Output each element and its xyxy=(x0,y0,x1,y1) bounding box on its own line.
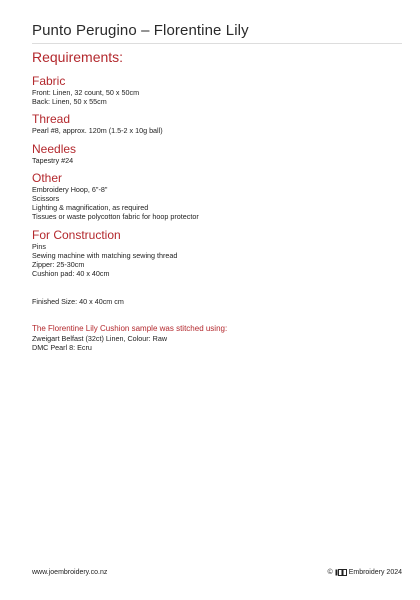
sample-line: Zweigart Belfast (32ct) Linen, Colour: Raw xyxy=(32,333,168,343)
section-needles xyxy=(32,142,402,165)
finished-size: Finished Size: 40 x 40cm cm xyxy=(32,297,124,307)
section-line: Pearl #8, approx. 120m (1.5-2 x 10g ball) xyxy=(32,126,163,136)
page-title: Punto Perugino – Florentine Lily xyxy=(32,22,249,39)
section-line: Embroidery Hoop, 6"-8" xyxy=(32,184,108,194)
section-heading: Other xyxy=(32,170,63,185)
brand-text: Embroidery 2024 xyxy=(348,569,402,576)
section-line: Back: Linen, 50 x 55cm xyxy=(32,97,107,107)
section-line: Scissors xyxy=(32,194,60,204)
section-line: Zipper: 25-30cm xyxy=(32,260,85,270)
section-thread xyxy=(32,112,402,135)
section-heading: Fabric xyxy=(32,74,66,88)
sample-line: DMC Pearl 8: Ecru xyxy=(32,342,92,352)
section-line: Cushion pad: 40 x 40cm xyxy=(32,269,110,279)
sample-heading: The Florentine Lily Cushion sample was stitched using: xyxy=(32,323,228,333)
copyright xyxy=(328,569,402,576)
section-other xyxy=(32,171,402,222)
copyright-symbol: © xyxy=(327,569,333,576)
section-line: Tapestry #24 xyxy=(32,155,74,165)
requirements-heading: Requirements: xyxy=(32,49,124,65)
section-heading: Thread xyxy=(32,112,71,127)
section-line: Lighting & magnification, as required xyxy=(32,203,149,213)
title-divider xyxy=(32,43,402,44)
section-line: Tissues or waste polycotton fabric for hoop protector xyxy=(32,212,199,222)
document-page xyxy=(32,22,402,352)
section-heading: For Construction xyxy=(32,227,121,242)
page-footer xyxy=(32,569,402,576)
jo-logo-icon xyxy=(335,569,347,576)
section-heading: Needles xyxy=(32,141,77,156)
section-line: Front: Linen, 32 count, 50 x 50cm xyxy=(32,88,140,97)
section-line: Sewing machine with matching sewing thread xyxy=(32,250,178,260)
section-construction xyxy=(32,228,402,279)
section-line: Pins xyxy=(32,241,46,251)
website-link[interactable]: www.joembroidery.co.nz xyxy=(32,569,108,576)
section-fabric xyxy=(32,74,402,106)
